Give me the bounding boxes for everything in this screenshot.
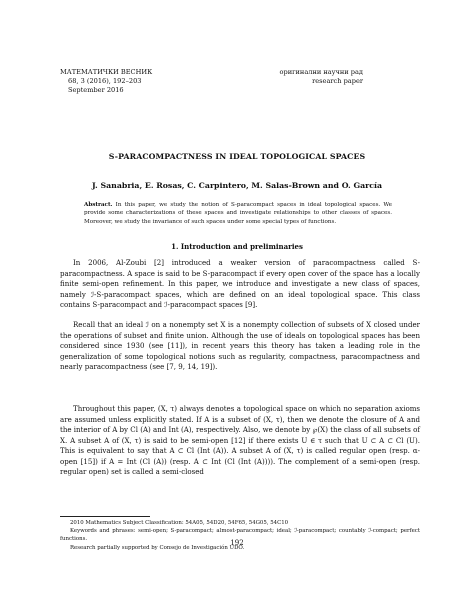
journal-header [60,68,152,95]
section-heading: 1. Introduction and preliminaries [171,242,303,251]
paragraph-text: In 2006, Al-Zoubi [2] introduced a weaker version of paracompactness called S-paracompactness. A space is said to be S-paracompact if every open cover of the space has a locally finite semi-open refinement. In this paper, we introduce and investigate a new class of spaces, namely ℐ-S-paracompact spaces, which are defined on an ideal topological space. This class contains S-paracompact and ℐ-paracompact spaces [9]. [60,258,420,309]
paragraph-text: Throughout this paper, (X, τ) always denotes a topological space on which no separation axioms are assumed unless explicitly stated. If A is a subset of (X, τ), then we denote the closure of A and the interior of A by Cl (A) and Int (A), respectively. Also, we denote by ℘(X) the class of all subsets of X. A subset A of (X, τ) is said to be semi-open [12] if there exists U ∈ τ such that U ⊂ A ⊂ Cl (U). This is equivalent to say that A ⊂ Cl (Int (A)). A subset A of (X, τ) is called regular open (resp. α-open [15]) if A = Int (Cl (A)) (resp. A ⊂ Int (Cl (Int (A)))). The complement of a semi-open (resp. regular open) set is called a semi-closed [60,404,420,476]
paragraph-text: Recall that an ideal ℐ on a nonempty set X is a nonempty collection of subsets of X closed under the operations of subset and finite union. Although the use of ideals on topological spaces has been considered since 1930 (see [11]), in recent years this theory has taken a leading role in the generalization of some topological notions such as regularity, compactness, paracompactness and nearly paracompactness (see [7, 9, 14, 19]). [60,320,420,371]
body-paragraph-2 [60,320,420,373]
body-paragraph-3 [60,404,420,478]
paper-type-english: research paper [312,77,363,85]
abstract-text: In this paper, we study the notion of S-paracompact spaces in ideal topological spaces. We provide some characterizations of these spaces and investigate relationships to other classes of spaces. Moreover, we study the invariance of such spaces under some special types of functions. [84,202,392,225]
journal-date: September 2016 [68,86,124,94]
abstract [84,201,392,226]
page-number: 192 [230,539,244,547]
footnote-keywords: Keywords and phrases: semi-open; S-paracompact; almost-paracompact; ideal; ℐ-paracompact; countably ℐ-compact; perfect functions. [60,528,420,543]
abstract-label: Abstract. [84,202,113,208]
paper-type-serbian: оригинални научни рад [279,68,363,76]
paper-authors: J. Sanabria, E. Rosas, C. Carpintero, M. Salas-Brown and O. García [91,181,383,190]
journal-volume: 68, 3 (2016), 192–203 [68,77,142,85]
paper-type-header [280,68,364,86]
paper-title: S-PARACOMPACTNESS IN IDEAL TOPOLOGICAL SPACES [108,152,366,161]
footnote-msc: 2010 Mathematics Subject Classification: 54A05, 54D20, 54F65, 54G05, 54C10 [70,520,289,526]
footnote-rule [60,516,150,517]
journal-name: МАТЕМАТИЧКИ ВЕСНИК [60,68,153,76]
body-paragraph-1 [60,258,420,311]
footnote-funding: Research partially supported by Consejo de Investigación UDO. [70,544,245,551]
